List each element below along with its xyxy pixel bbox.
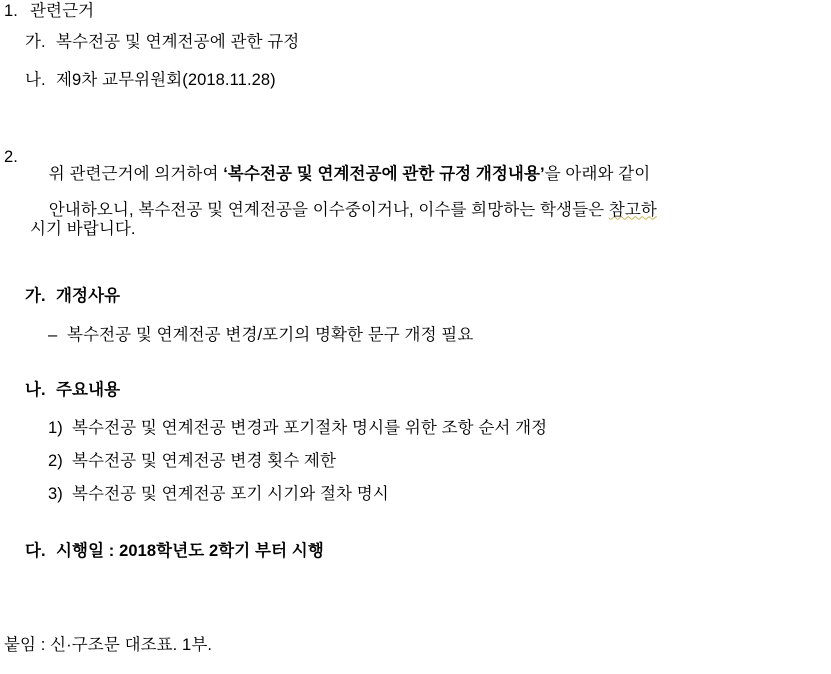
section2-number: 2. — [4, 148, 18, 166]
section2-item-0-subitem-0-marker: – — [48, 326, 58, 344]
section1-item-1-text: 제9차 교무위원회(2018.11.28) — [56, 71, 276, 89]
section2-item-2-marker: 다. — [25, 542, 46, 560]
section1-item-1-marker: 나. — [25, 71, 46, 89]
section2-item-0-marker: 가. — [25, 287, 46, 305]
section1-item-0-marker: 가. — [25, 33, 46, 51]
section2-item-1-subitem-2-text: 복수전공 및 연계전공 포기 시기와 절차 명시 — [72, 485, 389, 503]
section1-title: 관련근거 — [30, 2, 95, 20]
section2-paragraph-line1-post: 을 아래와 같이 — [544, 164, 651, 183]
section1-item-0-text: 복수전공 및 연계전공에 관한 규정 — [56, 33, 300, 51]
section2-paragraph-quoted: ‘복수전공 및 연계전공에 관한 규정 개정내용’ — [223, 164, 545, 183]
attachment-note: 붙임 : 신·구조문 대조표. 1부. — [4, 636, 213, 654]
section2-paragraph-line2-marked: 참고하 — [608, 200, 657, 219]
section2-item-1-subitem-2-marker: 3) — [48, 485, 63, 503]
section2-paragraph-line1-pre: 위 관련근거에 의거하여 — [48, 164, 224, 183]
section2-item-1-subitem-1-text: 복수전공 및 연계전공 변경 횟수 제한 — [72, 452, 337, 470]
section2-item-0-title: 개정사유 — [56, 287, 121, 305]
section2-item-1-marker: 나. — [25, 381, 46, 399]
section2-item-2-title: 시행일 : 2018학년도 2학기 부터 시행 — [56, 542, 324, 560]
section2-item-1-subitem-0-marker: 1) — [48, 419, 63, 437]
section1-number: 1. — [4, 2, 18, 20]
section2-item-1-title: 주요내용 — [56, 381, 121, 399]
section2-item-0-subitem-0-text: 복수전공 및 연계전공 변경/포기의 명확한 문구 개정 필요 — [67, 326, 474, 344]
section2-item-1-subitem-1-marker: 2) — [48, 452, 63, 470]
section2-paragraph-line3: 시기 바랍니다. — [30, 220, 136, 238]
section2-paragraph-line2-pre: 안내하오니, 복수전공 및 연계전공을 이수중이거나, 이수를 희망하는 학생들은 — [48, 200, 609, 219]
section2-item-1-subitem-0-text: 복수전공 및 연계전공 변경과 포기절차 명시를 위한 조항 순서 개정 — [72, 419, 548, 437]
